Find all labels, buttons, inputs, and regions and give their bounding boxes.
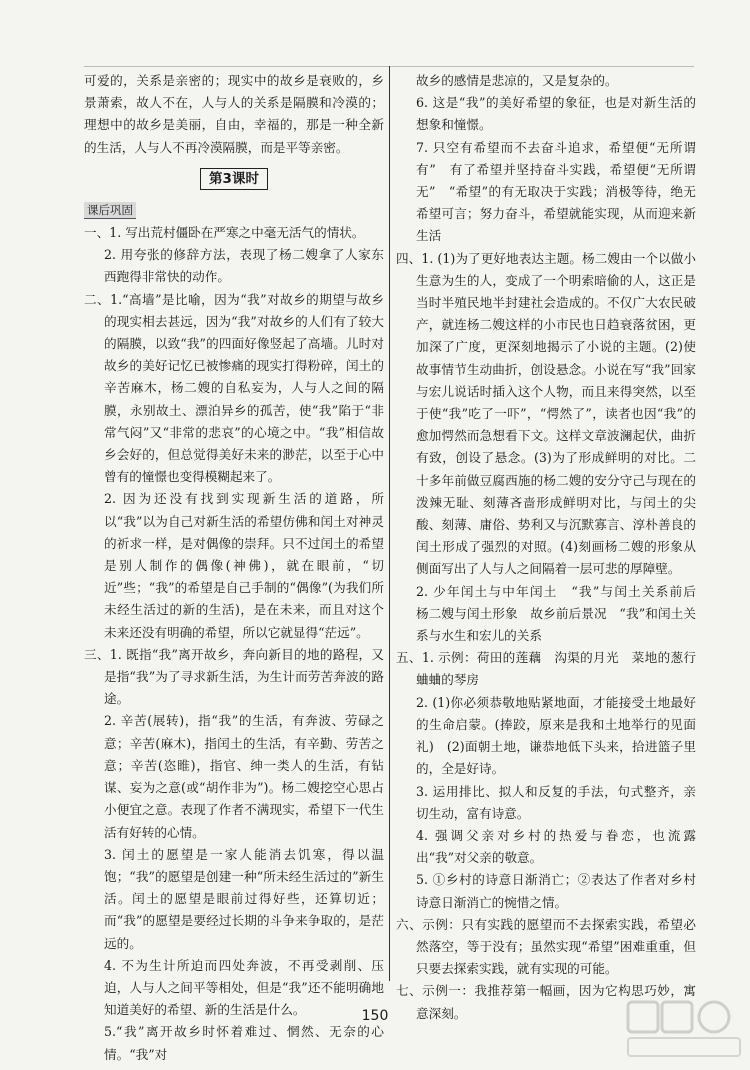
answer-3-4: 4. 不为生计所迫而四处奔波，不再受剥削、压迫，人与人之间平等相处，但是“我”还不能明确地知道美好的希望、新的生活是什么。	[104, 957, 384, 1018]
column-divider	[389, 66, 390, 981]
answer-2-2: 2. 因为还没有找到实现新生活的道路，所以“我”以为自己对新生活的希望仿佛和闰土对神灵的祈求一样，是对偶像的崇拜。只不过闰土的希望是别人制作的偶像(神佛)，就在眼前，“切近”些；“我”的希望是自己手制的“偶像”(为我们所未经生活过的新的生活)，是在未来，而且对这个未来还没有明确的希望，所以它就显得“茫远”。	[104, 491, 384, 640]
continued-paragraph: 可爱的，关系是亲密的；现实中的故乡是衰败的，乡景萧索，故人不在，人与人的关系是隔膜和冷漠的；理想中的故乡是美丽，自由，幸福的，那是一种全新的生活，人与人不再冷漠隔膜，而是平等亲密。	[84, 73, 384, 155]
answer-3-6: 6. 这是“我”的美好希望的象征，也是对新生活的想象和憧憬。	[416, 95, 696, 133]
answer-3-2: 2. 辛苦(展转)，指“我”的生活，有奔波、劳碌之意；辛苦(麻木)，指闰土的生活，有辛勤、劳苦之意；辛苦(恣睢)，指官、绅一类人的生活，有钻谋、妄为之意(或“胡作非为”)。杨二嫂挖空心思占小便宜之意。表现了作者不满现实，希望下一代生活有好转的心情。	[104, 713, 384, 840]
section-tag: 课后巩固	[84, 202, 136, 219]
answer-1-2: 2. 用夸张的修辞方法，表现了杨二嫂拿了人家东西跑得非常快的动作。	[104, 247, 384, 285]
answer-5-3: 3. 运用排比、拟人和反复的手法，句式整齐，亲切生动，富有诗意。	[416, 783, 696, 821]
lesson-title: 第3课时	[200, 168, 268, 190]
answer-3-7: 7. 只空有希望而不去奋斗追求，希望便“无所谓有” 有了希望并坚持奋斗实践，希望便“无所谓无” “希望”的有无取决于实践；消极等待，绝无希望可言；努力奋斗，希望就能实现，从而迎来新生活	[416, 139, 696, 244]
lesson-heading-wrap	[84, 168, 384, 190]
left-column	[84, 70, 384, 1066]
answer-4-1: 四、1. (1)为了更好地表达主题。杨二嫂由一个以做小生意为生的人，变成了一个明索暗偷的人，这正是当时半殖民地半封建社会造成的。不仅广大农民破产，就连杨二嫂这样的小市民也日趋衰落贫困，更加深了广度，更深刻地揭示了小说的主题。(2)使故事情节生动曲折，创设悬念。小说在写“我”回家与宏儿说话时插入这个人物，而且来得突然，以至于使“我”吃了一吓”，“愕然了”，读者也因“我”的愈加愕然而急想看下文。这样文章波澜起伏，曲折有致，创设了悬念。(3)为了形成鲜明的对比。二十多年前做豆腐西施的杨二嫂的安分守己与现在的泼辣无耻、刻薄吝啬形成鲜明对比，与闰土的尖酸、刻薄、庸俗、势利又与沉默寡言、淳朴善良的闰土形成了强烈的对照。(4)刻画杨二嫂的形象从侧面写出了人与人之间隔着一层可悲的厚障壁。	[396, 250, 696, 577]
answer-5-2: 2. (1)你必须恭敬地贴紧地面，才能接受土地最好的生命启蒙。(捧跤，原来是我和土地举行的见面礼) (2)面朝土地，谦恭地低下头来，拾进篮子里的，全是好诗。	[416, 694, 696, 777]
answer-3-3: 3. 闰土的愿望是一家人能消去饥寒，得以温饱；“我”的愿望是创建一种“所未经生活过的”新生活。闰土的愿望是眼前过得好些，还算切近；而“我”的愿望是要经过长期的斗争来争取的，是茫远的。	[104, 846, 384, 951]
watermark-logo	[626, 998, 744, 1060]
answer-1-1: 一、1. 写出荒村僵卧在严寒之中毫无活气的情状。	[84, 225, 365, 241]
answer-3-5: 5.“我”离开故乡时怀着难过、惘然、无奈的心情。“我”对	[104, 1024, 384, 1062]
answer-2-1: 二、1.“高墙”是比喻，因为“我”对故乡的期望与故乡的现实相去甚远，因为“我”对故乡的人们有了较大的隔膜，以致“我”的四面好像竖起了高墙。儿时对故乡的美好记忆已被惨痛的现实打得粉碎，闰土的辛苦麻木，杨二嫂的自私妄为，人与人之间的隔膜，永别故土、漂泊异乡的孤苦，使“我”陷于“非常气闷”又“非常的悲哀”的心境之中。“我”相信故乡会好的，但总觉得美好未来的渺茫，以至于心中曾有的憧憬也变得模糊起来了。	[84, 291, 384, 485]
continued-paragraph-right: 故乡的感情是悲凉的，又是复杂的。	[416, 73, 618, 88]
answer-3-1: 三、1. 既指“我”离开故乡，奔向新目的地的路程，又是指“我”为了寻求新生活，为生计而劳苦奔波的路途。	[84, 646, 384, 707]
page-number: 150	[361, 1008, 389, 1024]
answer-7: 七、示例一：我推荐第一幅画，因为它构思巧妙，寓意深刻。	[396, 983, 696, 1021]
answer-5-5: 5. ①乡村的诗意日渐消亡；②表达了作者对乡村诗意日渐消亡的惋惜之情。	[416, 872, 696, 910]
right-column	[396, 70, 709, 1025]
answer-5-1: 五、1. 示例：荷田的莲藕 沟渠的月光 菜地的葱行 蛐蛐的琴房	[396, 650, 709, 688]
answer-4-2: 2. 少年闰土与中年闰土 “我”与闰土关系前后 杨二嫂与闰土形象 故乡前后景况 “我”和闰土关系与水生和宏儿的关系	[416, 583, 709, 644]
answer-5-4: 4. 强调父亲对乡村的热爱与眷恋，也流露出“我”对父亲的敬意。	[416, 827, 696, 866]
answer-6: 六、示例：只有实践的愿望而不去探索实践，希望必然落空，等于没有；虽然实现“希望”困难重重，但只要去探索实践，就有实现的可能。	[396, 916, 696, 977]
section-tag-wrap	[84, 198, 384, 222]
